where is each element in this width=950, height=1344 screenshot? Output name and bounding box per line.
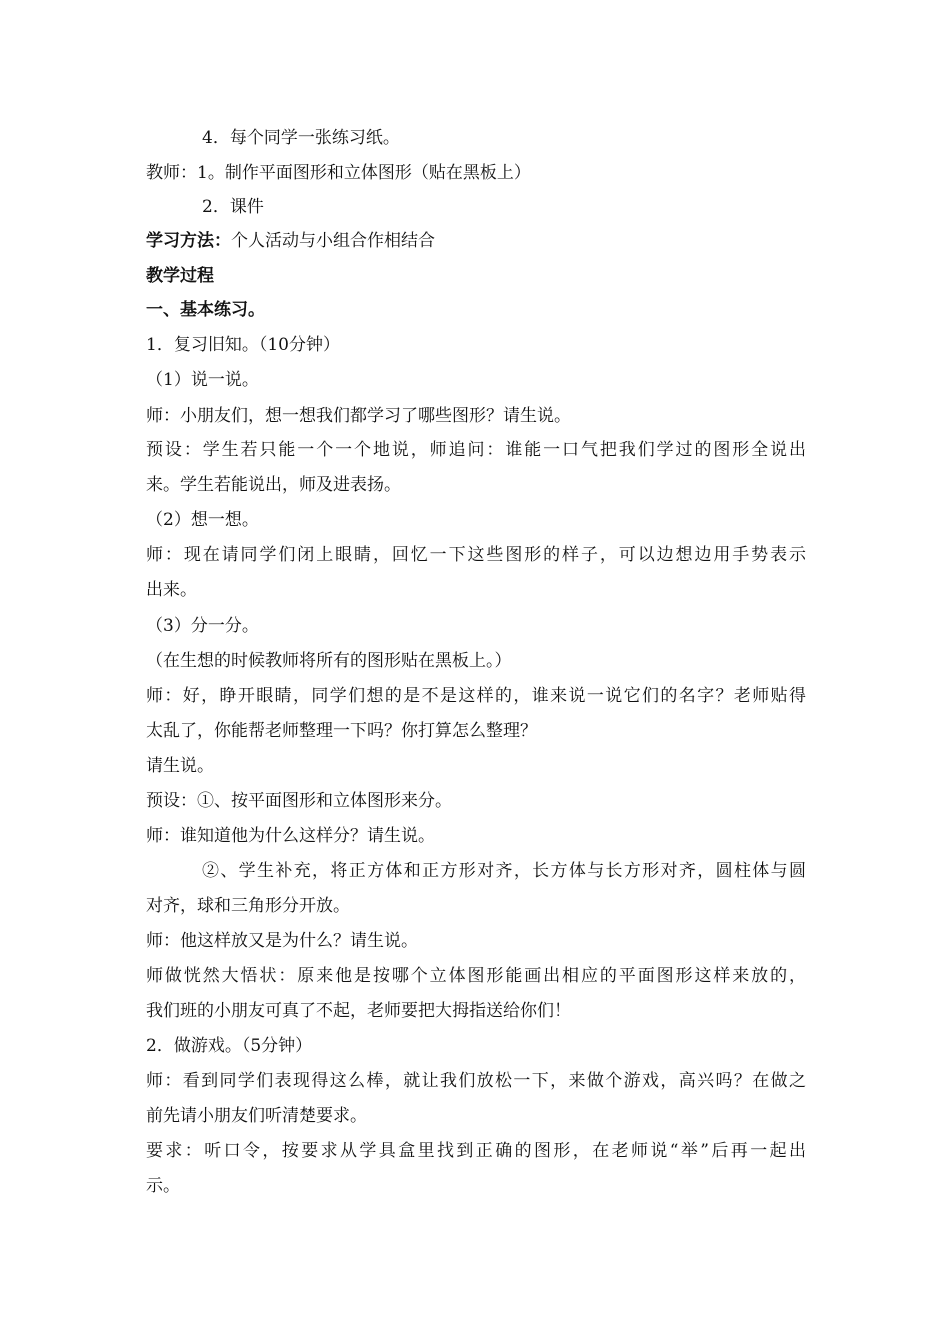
paragraph-line: ②、学生补充，将正方体和正方形对齐，长方体与长方形对齐，圆柱体与圆 [202,861,806,881]
step-game: 2．做游戏。（5分钟） [146,1036,313,1056]
paragraph-line: 我们班的小朋友可真了不起，老师要把大拇指送给你们！ [146,1001,571,1021]
paragraph-line: 师：小朋友们，想一想我们都学习了哪些图形？请生说。 [146,406,571,426]
learning-method-label: 学习方法： [146,231,231,251]
paragraph-line: 预设：①、按平面图形和立体图形来分。 [146,791,452,811]
paragraph-line: 师做恍然大悟状：原来他是按哪个立体图形能画出相应的平面图形这样来放的， [146,966,806,986]
paragraph-line: 预设：学生若只能一个一个地说，师追问：谁能一口气把我们学过的图形全说出 [146,440,806,460]
teacher-materials-1: 教师：1。制作平面图形和立体图形（贴在黑板上） [146,163,531,183]
paragraph-line: 要求：听口令，按要求从学具盒里找到正确的图形，在老师说“举”后再一起出 [146,1141,806,1161]
paragraph-line: 来。学生若能说出，师及进表扬。 [146,475,401,495]
section-heading-basic-practice: 一、基本练习。 [146,300,265,320]
paragraph-line: 太乱了，你能帮老师整理一下吗？你打算怎么整理？ [146,721,537,741]
teacher-materials-2: 2．课件 [202,197,264,217]
materials-item-4: 4．每个同学一张练习纸。 [202,128,400,148]
paragraph-line: 示。 [146,1176,180,1196]
paragraph-line: （在生想的时候教师将所有的图形贴在黑板上。） [146,651,512,671]
step-review: 1．复习旧知。（10分钟） [146,335,340,355]
paragraph-line: 请生说。 [146,756,214,776]
sub-step-think: （2）想一想。 [146,510,259,530]
sub-step-sort: （3）分一分。 [146,616,259,636]
paragraph-line: 师：看到同学们表现得这么棒，就让我们放松一下，来做个游戏，高兴吗？在做之 [146,1071,806,1091]
section-heading-teaching-process: 教学过程 [146,266,214,286]
paragraph-line: 对齐，球和三角形分开放。 [146,896,350,916]
paragraph-line: 师：谁知道他为什么这样分？请生说。 [146,826,435,846]
paragraph-line: 师：他这样放又是为什么？请生说。 [146,931,418,951]
learning-method-text: 个人活动与小组合作相结合 [231,231,435,251]
paragraph-line: 前先请小朋友们听清楚要求。 [146,1106,367,1126]
paragraph-line: 师：好，睁开眼睛，同学们想的是不是这样的，谁来说一说它们的名字？老师贴得 [146,686,806,706]
paragraph-line: 师：现在请同学们闭上眼睛，回忆一下这些图形的样子，可以边想边用手势表示 [146,545,806,565]
learning-method [146,229,806,253]
paragraph-line: 出来。 [146,580,197,600]
sub-step-say: （1）说一说。 [146,370,259,390]
